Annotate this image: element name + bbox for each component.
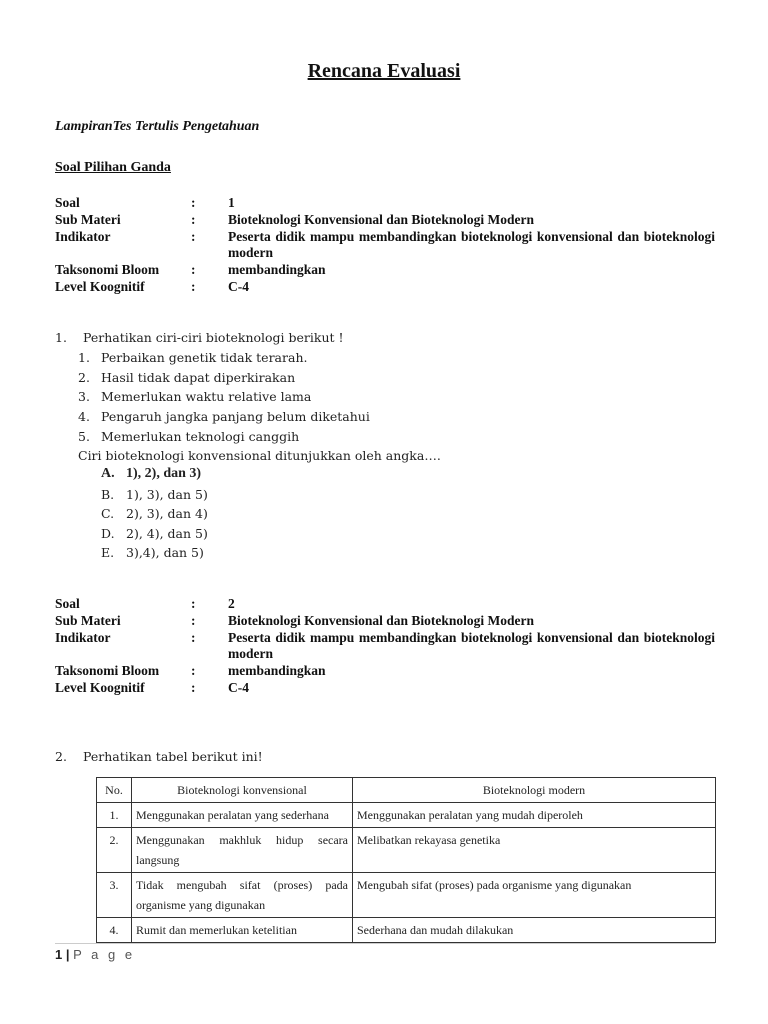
option-correct: 1), 2), dan 3) <box>126 466 202 481</box>
page-label: P a g e <box>73 947 136 962</box>
table-row <box>97 803 716 828</box>
label-taksonomi: Taksonomi Bloom <box>55 663 160 679</box>
cell-no: 4. <box>97 918 132 943</box>
label-level: Level Koognitif <box>55 679 145 695</box>
label-indikator: Indikator <box>55 228 111 244</box>
value-indikator: Peserta didik mampu membandingkan bioteknologi konvensional dan bioteknologi modern <box>228 629 715 662</box>
label-sub-materi: Sub Materi <box>55 211 121 227</box>
label-soal: Soal <box>55 195 80 210</box>
value-soal: 1 <box>228 195 235 210</box>
table-row <box>97 828 716 873</box>
cell-konvensional: Rumit dan memerlukan ketelitian <box>132 918 353 943</box>
colon: : <box>191 278 196 294</box>
item-number: 4. <box>78 409 90 424</box>
cell-konvensional: Tidak mengubah sifat (proses) pada organisme yang digunakan <box>132 873 353 918</box>
value-taksonomi: membandingkan <box>228 663 326 679</box>
lampiran-heading: LampiranTes Tertulis Pengetahuan <box>55 119 260 134</box>
colon: : <box>191 211 196 227</box>
item-number: 3. <box>78 389 90 404</box>
option-letter: D. <box>101 526 115 541</box>
section-heading: Soal Pilihan Ganda <box>55 160 171 175</box>
cell-no: 1. <box>97 803 132 828</box>
cell-konvensional: Menggunakan makhluk hidup secara langsung <box>132 828 353 873</box>
value-level: C-4 <box>228 278 249 294</box>
option-letter: C. <box>101 506 115 521</box>
value-taksonomi: membandingkan <box>228 262 326 278</box>
colon: : <box>191 679 196 695</box>
page-title: Rencana Evaluasi <box>307 60 461 82</box>
option: 2), 3), dan 4) <box>126 506 208 521</box>
question-stem: Perhatikan ciri-ciri bioteknologi berikut ! <box>83 330 344 345</box>
question-text: Ciri bioteknologi konvensional ditunjukkan oleh angka…. <box>78 448 441 463</box>
label-taksonomi: Taksonomi Bloom <box>55 262 160 278</box>
colon: : <box>191 629 196 645</box>
header-modern: Bioteknologi modern <box>353 778 716 803</box>
cell-modern: Menggunakan peralatan yang mudah diperoleh <box>353 803 716 828</box>
list-item: Memerlukan waktu relative lama <box>101 389 312 404</box>
colon: : <box>191 195 196 210</box>
question-number: 1. <box>55 330 67 345</box>
value-sub-materi: Bioteknologi Konvensional dan Bioteknologi Modern <box>228 211 535 227</box>
question-meta-1 <box>55 195 715 296</box>
colon: : <box>191 663 196 679</box>
option-letter: B. <box>101 487 115 502</box>
cell-modern: Sederhana dan mudah dilakukan <box>353 918 716 943</box>
value-sub-materi: Bioteknologi Konvensional dan Bioteknologi Modern <box>228 612 535 628</box>
footer-divider <box>55 943 715 944</box>
item-number: 2. <box>78 370 90 385</box>
option-letter: E. <box>101 545 115 560</box>
label-sub-materi: Sub Materi <box>55 612 121 628</box>
question-number: 2. <box>55 749 67 764</box>
page-number: 1 <box>55 947 63 962</box>
cell-no: 3. <box>97 873 132 918</box>
label-indikator: Indikator <box>55 629 111 645</box>
option: 2), 4), dan 5) <box>126 526 208 541</box>
option: 1), 3), dan 5) <box>126 487 208 502</box>
list-item: Hasil tidak dapat diperkirakan <box>101 370 296 385</box>
value-indikator: Peserta didik mampu membandingkan bioteknologi konvensional dan bioteknologi modern <box>228 228 715 261</box>
footer-separator: | <box>65 947 70 962</box>
item-number: 5. <box>78 429 90 444</box>
question-stem: Perhatikan tabel berikut ini! <box>83 749 263 764</box>
value-soal: 2 <box>228 596 235 611</box>
label-soal: Soal <box>55 596 80 611</box>
item-number: 1. <box>78 350 90 365</box>
table-row <box>97 918 716 943</box>
table-header-row <box>97 778 716 803</box>
cell-modern: Mengubah sifat (proses) pada organisme yang digunakan <box>353 873 716 918</box>
colon: : <box>191 612 196 628</box>
colon: : <box>191 262 196 278</box>
comparison-table <box>96 777 716 943</box>
list-item: Perbaikan genetik tidak terarah. <box>101 350 308 365</box>
page-footer <box>55 947 135 962</box>
value-level: C-4 <box>228 679 249 695</box>
label-level: Level Koognitif <box>55 278 145 294</box>
colon: : <box>191 228 196 244</box>
cell-modern: Melibatkan rekayasa genetika <box>353 828 716 873</box>
option-letter: A. <box>101 466 115 481</box>
cell-no: 2. <box>97 828 132 873</box>
list-item: Pengaruh jangka panjang belum diketahui <box>101 409 370 424</box>
table-row <box>97 873 716 918</box>
question-meta-2 <box>55 596 715 697</box>
cell-konvensional: Menggunakan peralatan yang sederhana <box>132 803 353 828</box>
list-item: Memerlukan teknologi canggih <box>101 429 300 444</box>
colon: : <box>191 596 196 611</box>
header-konvensional: Bioteknologi konvensional <box>132 778 353 803</box>
header-no: No. <box>97 778 132 803</box>
option: 3),4), dan 5) <box>126 545 204 560</box>
